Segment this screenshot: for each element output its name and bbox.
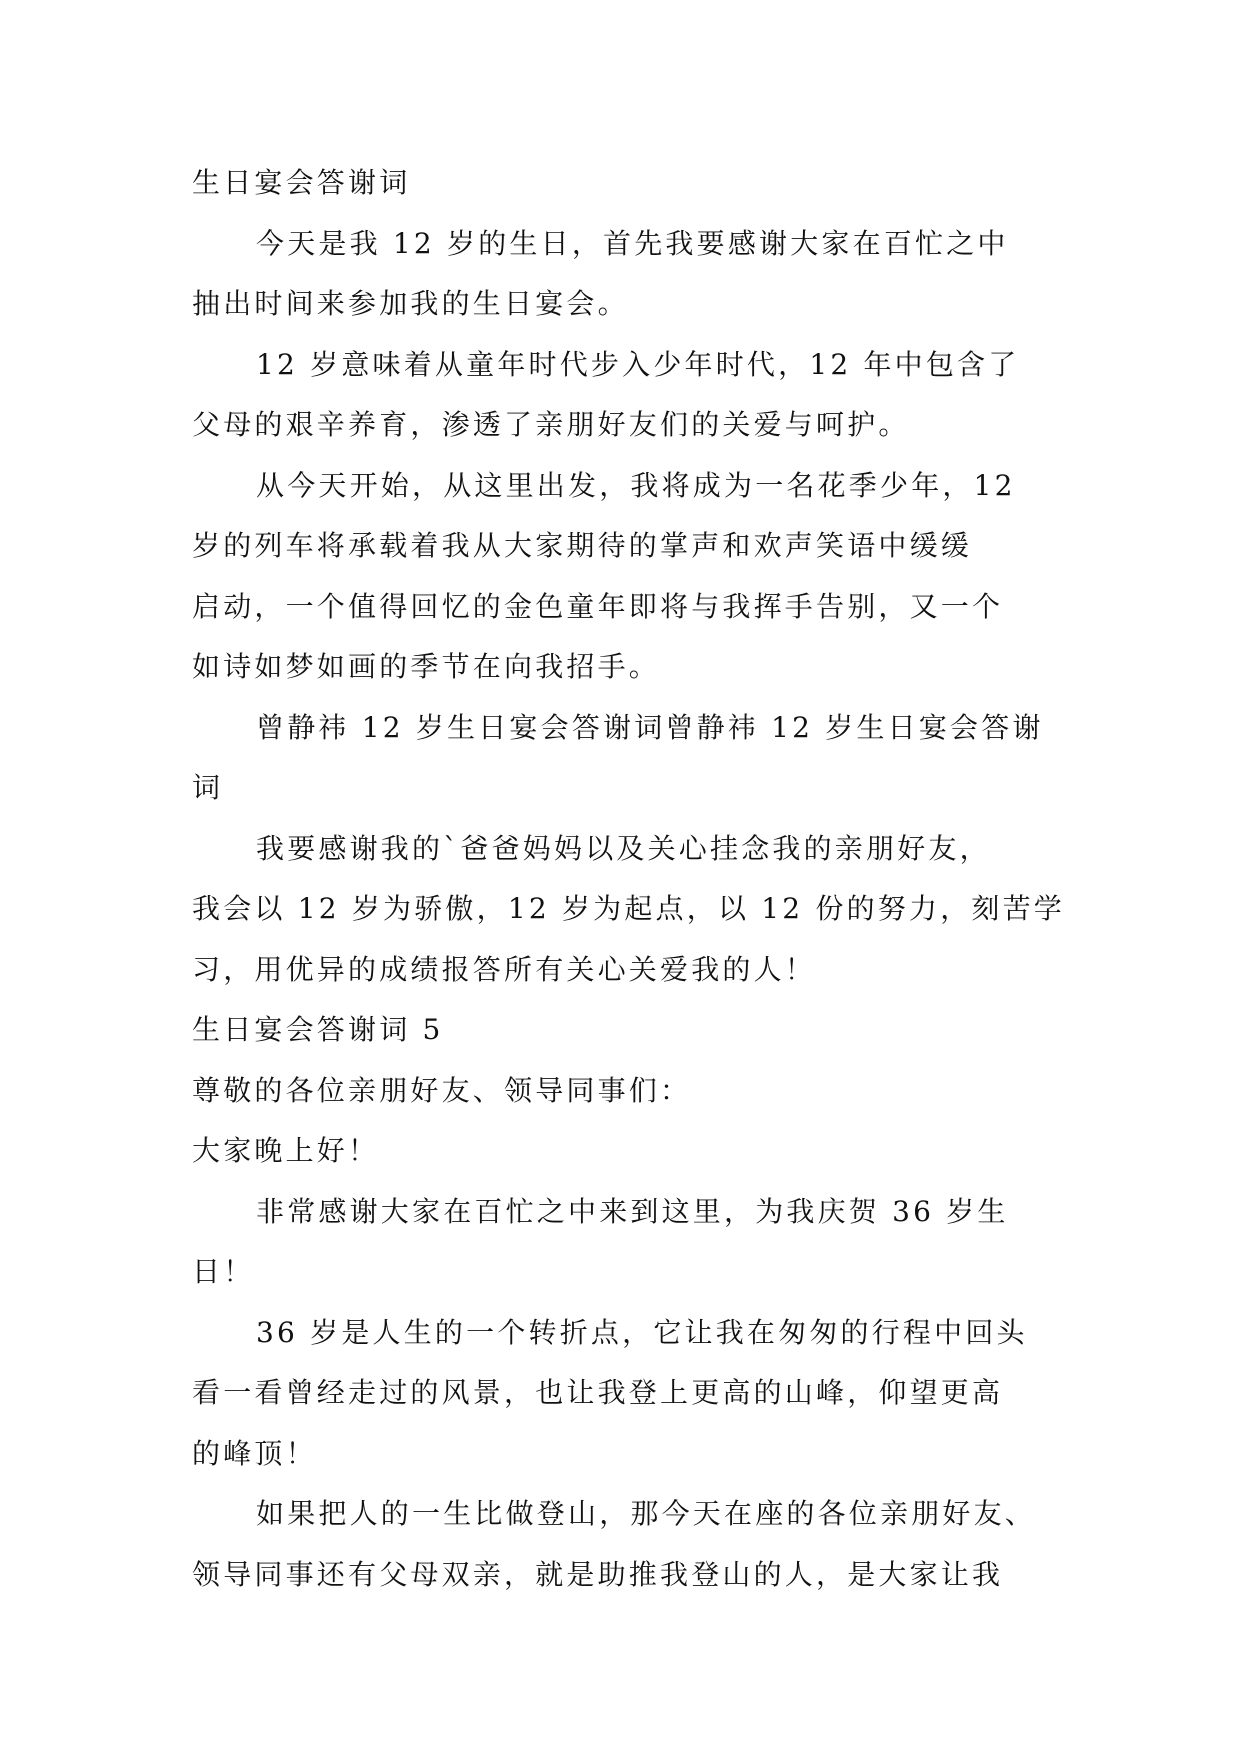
paragraph-line: 我会以 12 岁为骄傲，12 岁为起点，以 12 份的努力，刻苦学 <box>192 892 1065 925</box>
paragraph-line: 领导同事还有父母双亲，就是助推我登山的人，是大家让我 <box>192 1557 1004 1591</box>
salutation-line: 尊敬的各位亲朋好友、领导同事们： <box>192 1073 692 1107</box>
paragraph-line: 如诗如梦如画的季节在向我招手。 <box>192 650 661 683</box>
paragraph-line: 曾静祎 12 岁生日宴会答谢词曾静祎 12 岁生日宴会答谢 <box>256 710 1044 744</box>
paragraph-line: 日！ <box>192 1255 255 1288</box>
paragraph-line: 非常感谢大家在百忙之中来到这里，为我庆贺 36 岁生 <box>256 1194 1009 1228</box>
paragraph-line: 岁的列车将承载着我从大家期待的掌声和欢声笑语中缓缓 <box>192 529 973 562</box>
paragraph-line: 今天是我 12 岁的生日，首先我要感谢大家在百忙之中 <box>256 226 1009 260</box>
paragraph-line: 如果把人的一生比做登山，那今天在座的各位亲朋好友、 <box>256 1497 1037 1530</box>
paragraph-line: 的峰顶！ <box>192 1436 317 1470</box>
paragraph-line: 36 岁是人生的一个转折点，它让我在匆匆的行程中回头 <box>256 1315 1028 1349</box>
paragraph-line: 看一看曾经走过的风景，也让我登上更高的山峰，仰望更高 <box>192 1376 1004 1409</box>
paragraph-line: 我要感谢我的`爸爸妈妈以及关心挂念我的亲朋好友， <box>256 831 991 865</box>
paragraph-line: 父母的艰辛养育，渗透了亲朋好友们的关爱与呵护。 <box>192 408 910 441</box>
paragraph-line: 习，用优异的成绩报答所有关心关爱我的人！ <box>192 952 817 986</box>
paragraph-line: 抽出时间来参加我的生日宴会。 <box>192 287 629 320</box>
paragraph-line: 词 <box>192 771 224 804</box>
heading-line: 生日宴会答谢词 5 <box>192 1013 444 1046</box>
paragraph-line: 12 岁意味着从童年时代步入少年时代，12 年中包含了 <box>256 347 1020 381</box>
paragraph-line: 启动，一个值得回忆的金色童年即将与我挥手告别，又一个 <box>192 589 1004 623</box>
document-body <box>192 153 1065 1605</box>
heading-line: 生日宴会答谢词 <box>192 166 411 199</box>
greeting-line: 大家晚上好！ <box>192 1134 380 1167</box>
paragraph-line: 从今天开始，从这里出发，我将成为一名花季少年，12 <box>256 468 1016 502</box>
